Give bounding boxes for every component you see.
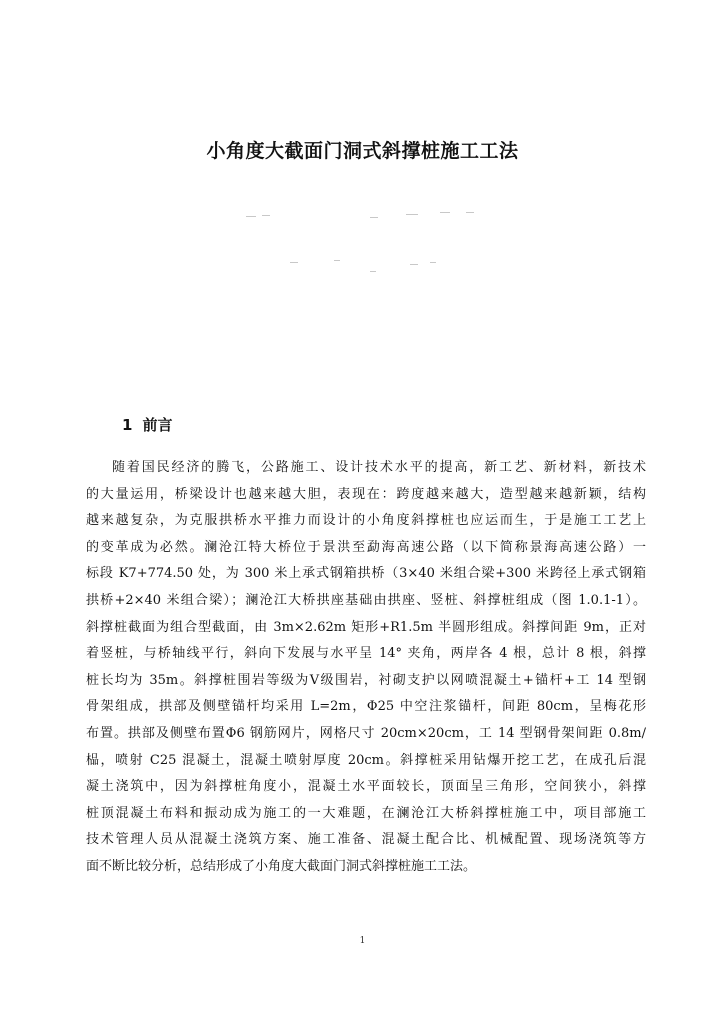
section-number: 1 <box>122 416 133 434</box>
paragraph-line: 的大量运用，桥梁设计也越来越大胆，表现在：跨度越来越大，造型越来越新颖，结构 <box>86 486 646 502</box>
paragraph-line: 技术管理人员从混凝土浇筑方案、施工准备、混凝土配合比、机械配置、现场浇筑等方 <box>86 832 646 848</box>
page-number: 1 <box>359 936 366 946</box>
paragraph-line: 拱桥+2×40 米组合梁）；澜沧江大桥拱座基础由拱座、竖桩、斜撑桩组成（图 1.0.1-1）。 <box>86 592 646 608</box>
paragraph-line: 榀，喷射 C25 混凝土，混凝土喷射厚度 20cm。斜撑桩采用钻爆开挖工艺，在成孔后混 <box>86 752 646 768</box>
paragraph-line: 凝土浇筑中，因为斜撑桩角度小，混凝土水平面较长，顶面呈三角形，空间狭小，斜撑 <box>86 779 646 795</box>
body-paragraph <box>86 455 646 881</box>
document-title: 小角度大截面门洞式斜撑桩施工工法 <box>206 140 519 162</box>
section-heading <box>122 414 172 435</box>
paragraph-line: 越来越复杂，为克服拱桥水平推力而设计的小角度斜撑桩也应运而生，于是施工工艺上 <box>86 513 646 529</box>
paragraph-line: 斜撑桩截面为组合型截面，由 3m×2.62m 矩形+R1.5m 半圆形组成。斜撑间距 9m，正对 <box>86 619 646 635</box>
paragraph-line: 桩长均为 35m。斜撑桩围岩等级为Ⅴ级围岩，衬砌支护以网喷混凝土+锚杆+工 14 型钢 <box>86 672 646 688</box>
paragraph-line: 随着国民经济的腾飞，公路施工、设计技术水平的提高，新工艺、新材料，新技术 <box>112 460 646 475</box>
paragraph-line: 骨架组成，拱部及侧壁锚杆均采用 L=2m，Φ25 中空注浆锚杆，间距 80cm，呈梅花形 <box>86 699 646 715</box>
paragraph-line: 面不断比较分析，总结形成了小角度大截面门洞式斜撑桩施工工法。 <box>86 858 477 874</box>
paragraph-line: 布置。拱部及侧壁布置Φ6 钢筋网片，网格尺寸 20cm×20cm，工 14 型钢骨架间距 0.8m/ <box>86 725 646 741</box>
paragraph-line: 标段 K7+774.50 处，为 300 米上承式钢箱拱桥（3×40 米组合梁+300 米跨径上承式钢箱 <box>86 566 646 582</box>
paragraph-line: 的变革成为必然。澜沧江特大桥位于景洪至勐海高速公路（以下简称景海高速公路）一 <box>86 539 646 555</box>
scan-artifacts <box>230 212 490 282</box>
paragraph-line: 着竖桩，与桥轴线平行，斜向下发展与水平呈 14° 夹角，两岸各 4 根，总计 8 根，斜撑 <box>86 646 646 662</box>
paragraph-line: 桩顶混凝土布料和振动成为施工的一大难题，在澜沧江大桥斜撑桩施工中，项目部施工 <box>86 805 646 821</box>
section-heading-text: 前言 <box>142 416 173 434</box>
